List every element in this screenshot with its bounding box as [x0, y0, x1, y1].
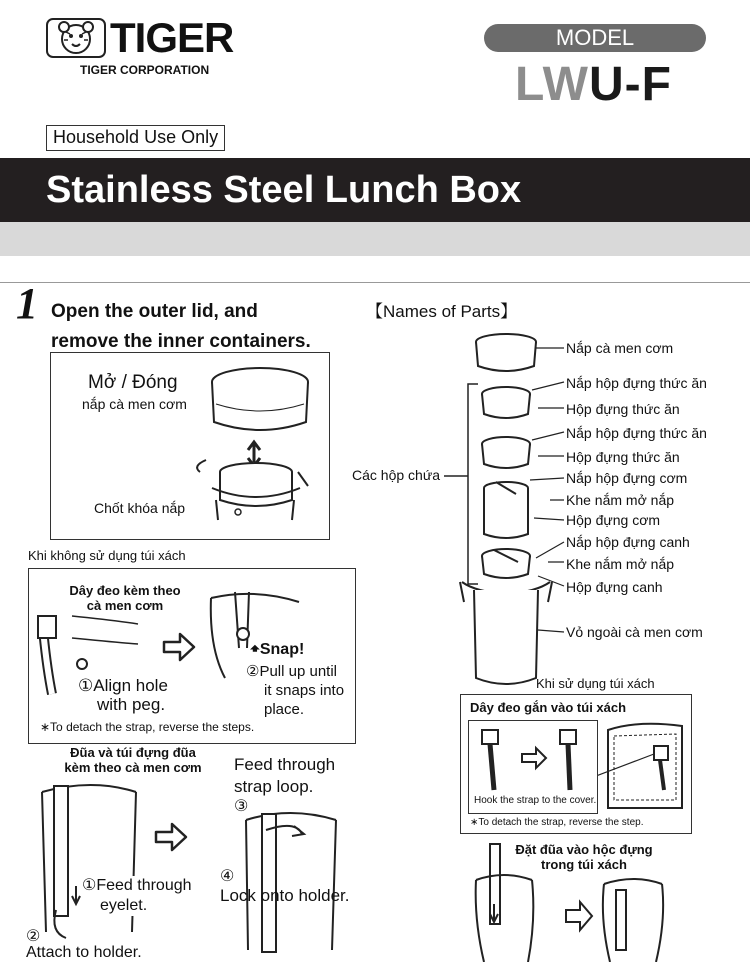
feed-loop-line1: Feed through	[234, 755, 336, 774]
pull-line2: it snaps into	[264, 682, 345, 699]
bag-chopsticks-line1: Đặt đũa vào hộc đựng	[515, 842, 653, 857]
part-label: Hộp đựng cơm	[566, 512, 661, 528]
with-bag-title: Khi sử dụng túi xách	[536, 676, 655, 691]
feed-eyelet-line1: ①Feed through	[82, 877, 192, 894]
pull-line3: place.	[264, 701, 305, 718]
strap-label-line2: cà men cơm	[86, 598, 164, 613]
pull-text	[246, 662, 344, 719]
part-label: Hộp đựng thức ăn	[566, 449, 680, 465]
step2-marker: ②	[26, 928, 41, 945]
align-text	[78, 676, 168, 714]
align-line1: ①Align hole	[78, 676, 168, 695]
up-arrow-icon: 🠹	[250, 641, 260, 658]
step3-marker: ③	[234, 798, 249, 815]
feed-eyelet-text	[82, 876, 192, 916]
hook-strap-drawing	[472, 724, 596, 794]
pull-line1: ②Pull up until	[246, 663, 337, 680]
brand-name: TIGER	[110, 14, 234, 61]
model-label: MODEL	[484, 24, 706, 52]
bag-strap-label: Dây đeo gắn vào túi xách	[470, 700, 627, 715]
step-heading-line1: Open the outer lid, and	[51, 301, 258, 322]
arrow-right-icon	[152, 820, 190, 854]
snap-label	[250, 638, 304, 665]
page-title: Stainless Steel Lunch Box	[46, 169, 522, 211]
chopsticks-label-line1: Đũa và túi đựng đũa	[70, 745, 196, 760]
open-close-sublabel: nắp cà men cơm	[82, 396, 187, 412]
household-badge: Household Use Only	[46, 125, 225, 151]
names-of-parts-title: 【Names of Parts】	[366, 302, 518, 321]
chopsticks-label	[48, 745, 218, 775]
part-label: Khe nắm mở nắp	[566, 492, 675, 508]
part-label: Nắp hộp đựng thức ăn	[566, 425, 707, 441]
strap-detach-note: ∗To detach the strap, reverse the steps.	[40, 720, 255, 734]
part-label: Khe nắm mở nắp	[566, 556, 675, 572]
feed-eyelet-line2: eyelet.	[100, 897, 148, 914]
align-line2: with peg.	[97, 695, 166, 714]
lunchbox-open-drawing	[190, 360, 325, 530]
part-label: Nắp hộp đựng canh	[566, 534, 690, 550]
part-label: Nắp hộp đựng thức ăn	[566, 375, 707, 391]
parts-leader-lines	[520, 340, 570, 640]
step4-marker: ④	[220, 868, 235, 885]
bag-chopsticks-line2: trong túi xách	[541, 857, 627, 872]
strap-label	[50, 583, 200, 613]
chopsticks-label-line2: kèm theo cà men cơm	[64, 760, 202, 775]
part-label: Hộp đựng canh	[566, 579, 663, 595]
latch-label: Chốt khóa nắp	[94, 500, 186, 516]
part-label: Nắp hộp đựng cơm	[566, 470, 688, 486]
bag-detach-note: ∗To detach the strap, reverse the step.	[470, 817, 644, 828]
attach-text: Attach to holder.	[26, 944, 142, 961]
part-label: Nắp cà men cơm	[566, 340, 674, 356]
step-heading-line2: remove the inner containers.	[51, 331, 311, 352]
step-heading	[51, 297, 311, 357]
section-divider	[0, 282, 750, 283]
lock-text: Lock onto holder.	[220, 886, 350, 905]
corporation-name: TIGER CORPORATION	[80, 63, 210, 77]
no-bag-title: Khi không sử dụng túi xách	[28, 548, 186, 563]
model-name-suffix: U-F	[588, 58, 672, 111]
strap-label-line1: Dây đeo kèm theo	[69, 583, 181, 598]
feed-loop-text	[234, 754, 335, 798]
part-label: Vỏ ngoài cà men cơm	[566, 624, 703, 640]
feed-loop-line2: strap loop.	[234, 777, 314, 796]
parts-group-bracket	[440, 380, 480, 590]
part-label: Hộp đựng thức ăn	[566, 401, 680, 417]
chopsticks-eyelet-drawing	[36, 782, 156, 942]
hook-caption: Hook the strap to the cover.	[474, 795, 597, 806]
tiger-logo-icon	[46, 18, 106, 58]
parts-group-label: Các hộp chứa	[352, 467, 440, 483]
open-close-label: Mở / Đóng	[88, 372, 178, 393]
grey-band	[0, 222, 750, 256]
chopsticks-holder-drawing	[226, 800, 346, 956]
step-number: 1	[16, 279, 38, 328]
snap-text: Snap!	[259, 641, 305, 658]
model-name	[515, 58, 672, 112]
arrow-right-icon	[160, 630, 198, 664]
bag-chopsticks-drawing	[470, 840, 710, 962]
model-name-prefix: LW	[515, 58, 589, 111]
bag-cover-drawing	[598, 720, 688, 812]
